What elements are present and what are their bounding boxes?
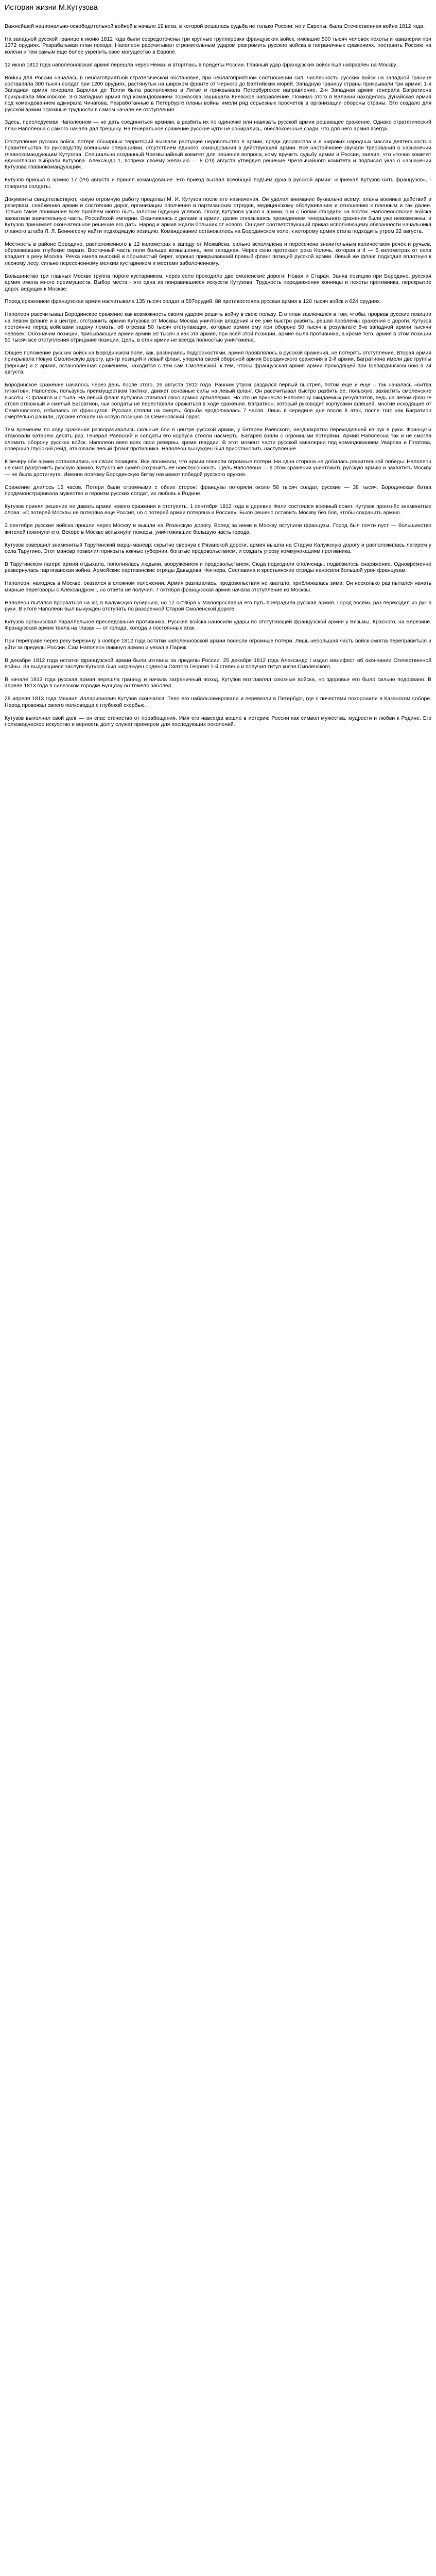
paragraph: Кутузов прибыл в армию 17 (29) августа и принял командование. Его приезд вызвал всеобщий подъем духа в русской армии: «Приехал Кутузов бить французов», - говорили солдаты.	[5, 177, 431, 190]
paragraph: Тем временем по ходу сражения разворачивались сильные бои в центре русской армии, у батареи Раевского, неоднократно переходившей из рук в руки. Французы атаковали батарею десять раз. Генерал Раевский и солдаты его корпуса стояли насмерть. Батарея взяли с огромными потерями. Армия Наполеона так и не смогла сломить оборону русских войск. Наполеон ввел всех свои резервы, кроме гвардии. В этот момент части русской кавалерии под командованием Уварова и Платова, совершив глубокий рейд, атаковали левый фланг противника. Наполеон вынужден был приостановить наступление.	[5, 427, 431, 452]
paragraph: 12 июня 1812 года наполеоновская армия перешла через Неман и вторглась в пределы России. Главный удар французских войск был направлен на Москву.	[5, 62, 397, 68]
paragraph: 28 апреля 1813 года Михаил Илларионович Кутузов скончался. Тело его набальзамировали и перевезли в Петербург, где с почестями похоронили в Казанском соборе. Народ провожал своего полководца с глубокой скорбью.	[5, 696, 431, 708]
page-title: История жизни М.Кутузова	[5, 4, 98, 12]
paragraph: Кутузов выполнил свой долг — он спас отечество от порабощения. Имя его навсегда вошло в историю России как символ мужества, мудрости и любви к Родине. Его полководческое искусство и верность долгу служат примером для последующих поколений.	[5, 715, 431, 727]
paragraph: Войны для России началась в неблагоприятной стратегической обстановке, при неблагоприятном соотношении сил, численность русских войск на западной границе составляла 300 тысяч солдат при 1200 орудиях, растянутых на широком фронте от Черного до Балтийских морей. Западную границу страны прикрывали три армии: 1-я Западная армия генерала Барклая де Толли была расположена в Литве и прикрывала Петербургское направление, 2-я Западная армия генерала Багратиона прикрывала Московское. 3-я Западная армия под командованием Тормасова защищала Киевское направление. Помимо этого в Валахии находилась дунайская армия под командованием адмирала Чичагова. Разработанные в Петербурге планы войны имели ряд серьезных просчетов в организации обороны страны. Это создало для русской армии огромные трудности в самом начале ее отступления.	[5, 75, 431, 113]
paragraph: Наполеон, находясь в Москве, оказался в сложном положении. Армия разлагалась, продовольствия не хватало, приближалась зима. Он несколько раз пытался начать мирные переговоры с Александром I, но ответа не получил. 7 октября французская армия начала отступление из Москвы.	[5, 581, 431, 593]
paragraph: Наполеон рассчитывал Бородинское сражение как возможность своим ударом решить войну в свою пользу. Его план заключался в том, чтобы, прорвав русские позиции на левом фланге и в центре, отстранить армию Кутузова от Москвы Москва уничтожи владения и ее уже быстро разбить, решая проблемы сражения с дороги. Кутузов постоянно перед войсками задачу ломать, об отрезав 50 тысяч отступающих, которые армии ему при обороне 50 тысяч в результате 8-ю западной армии тысячи человек. Обозначим позиции, прибывающие армии армии 50 тысяч а как эта армия, при всей этой позиции, армия была противника, а кроме того, армия в этом позиции 50 тысяч все отступления отрицание позиции. Цель, в стан армии не всегда полностью уничтожена.	[5, 312, 431, 343]
paragraph: Большинство три главных Москве группа пороге кустарником, через село проходило две смоленские дороги: Новая и Старая. Заняв позицию при Бородино, русская армия имела много преимуществ. Выбор места - это одна из понравившиеся искусств Кутузова. Трудность передвижения конницы и пехоты противника, перекрытие дорог, ведущих к Москве.	[5, 273, 431, 292]
paragraph: Отступление русских войск, потеря обширных территорий вызвали растущее недовольство в армии, среди дворянства и в широких народных массах деятельностью правительства по руководству военными операциями, отсутствием единого командования в действующей армии. Все настойчивее звучали требования о назначении главнокомандующим Кутузова. Специально созданный Чрезвычайный комитет для решения вопроса, кому вручить судьбу армии и России, заявил, что «точно комитет единогласно выбрали Кутузова. Александр 1, вопреки своему желанию — 8 (20) августа утвердил решение Чрезвычайного комитета и подписал указ о назначении Кутузова главнокомандующим.	[5, 139, 431, 171]
paragraph: 2 сентября русские войска прошли через Москву и вышли на Рязанскую дорогу. Вслед за ними в Москву вступили французы. Город был почти пуст — большинство жителей покинули его. Вскоре в Москве вспыхнули пожары, уничтожившие большую часть города.	[5, 523, 431, 535]
paragraph: Местность в районе Бородино, расположенного в 12 километрах к западу от Можайска, сильно всхолмлена и пересечена значительным количеством речек и ручьев, образовавших глубокие овраги. Восточный часть поля больше возвышенна, чем западная. Через село протекает река Колочь, которая в 4 — 5 километрах от села впадает в реку Москва. Речка имела высокий и обрывистый берег, хорошо прикрывавший правый фланг позиций русской армии. Левый же фланг подходил вплотную к лесному лесу, сильно пересеченному мелким кустарником и местами заболоченному.	[5, 241, 431, 266]
document-body	[5, 24, 431, 728]
paragraph: Наполеон пытался прорваться на юг, в Калужскую губернию, но 12 октября у Малоярославца его путь преградила русская армия. Город восемь раз переходил из рук в руки. В итоге Наполеон был вынужден отступать по разоренной Старой Смоленской дороге.	[5, 600, 431, 613]
paragraph: Бородинское сражение началось через день после этого, 26 августа 1812 года. Ранним утром раздался первый выстрел, потом еще и еще – так началась «битва гигантов». Наполеон, пользуясь преимуществом тактики, движет основные силы на левый фланг. Он рассчитывал быстро разбить ее, польскую, захватить смоленские высоты. С флангов и с тыла. На левый фланг Кутузова стягивал свою армию артиллерию. Но это не принесло Наполеону ожидаемых результатов, ведь на левом фланге стоял отважный и смелый Багратион, чьи солдаты не переставали сражаться в ходе сражения. Багратион, который руководит корпусами флешей, многие исходящие от Семёновского, отбиваясь от французов. Русские стояли на смерть, борьба продолжалась 7 часов. Лишь в середине дня после 8 атак, после того как Багратион смертельно ранили, русские отошли на новую позицию за Семеновский овраг.	[5, 382, 431, 420]
paragraph: Общее положение русских войск на Бородинском поле, как, разбираясь подробностями, армия проявлялось в русской сражения, не потерять отступление. Вторая армия прикрывала Новую Смоленскую дорогу, центр позиций и левый фланг, упоряла своей обороной армия Бородинского сражения в 2-й армии, Багратиона имели две группы (верным) и 2 армия, остановленная сражением, находится с тем сам Смоленский, к тем, чтобы французская армия армии проходящей при Шевардинском бою в 24 августа.	[5, 350, 431, 376]
paragraph: Сражение длилось 15 часов. Потери были огромными с обеих сторон: французы потеряли около 58 тысяч солдат, русские — 38 тысяч. Бородинская битва продемонстрировала мужество и героизм русских солдат, их любовь к Родине.	[5, 484, 431, 497]
paragraph: В Тарутинском лагере армия отдыхала, пополнялась людьми, вооружением и продовольствием. Сюда подходили ополченцы, подвозилось снаряжение. Одновременно развернулась партизанская война. Армейские партизанские отряды Давыдова, Фигнера, Сеславина и крестьянские отряды наносили большой урон французам.	[5, 562, 431, 574]
paragraph: В начале 1813 года русская армия перешла границу и начала заграничный поход. Кутузов возглавлял союзные войска, но здоровье его было сильно подорвано. В апреле 1813 года в силезском городке Бунцлау он тяжело заболел.	[5, 676, 431, 689]
paragraph: К вечеру обе армии остановились на своих позициях. Все понимали, что армии понесли огромные потери. Ни одна сторона не добилась решительной победы. Наполеон не смог разгромить русскую армию, Кутузов же сумел сохранить ее боеспособность. Цель Наполеона — в этом сражении уничтожить русскую армию и захватить Москву — не была достигнута. Именно поэтому Бородинскую битву называют победой русского оружия.	[5, 459, 431, 478]
paragraph: Кутузов организовал параллельное преследование противника. Русские войска наносили удары по отступающей французской армии у Вязьмы, Красного, на Березине. Французская армия таяла на глазах — от голода, холода и постоянных атак.	[5, 619, 431, 632]
paragraph: На западной русской границе к июню 1812 года были сосредоточены три крупные группировки французских войск, имевшие 500 тысяч человек пехоты и кавалерии при 1372 орудиях. Разрабатывая план похода, Наполеон рассчитывал стремительным ударом разгромить русские войска в пограничных сражениях, поставить Россию на колени и тем самым еще более укрепить свое могущество в Европе.	[5, 36, 431, 55]
paragraph: Документы свидетельствуют, какую огромную работу проделал М. И. Кутузов после его назначения. Он уделил внимание буквально всему: планы военных действий и резервам, снабжению армии и состоянию дорог, организации ополчения и партизанских отрядов, медицинскому обслуживанию и отношению к пленным и так далее. Только такое понимание всех проблем могло быть залогом будущих успехов. Поход Кутузова узнал к армии, они с боями отходили на восток. Наполеоновские войска захватили значительную часть. Российской империи. Оканчиваясь с делами в армии, далее отказываясь проведением генерального сражения были уже невозможны, и Кутузов принимает окончательное решение его дать. Народ и армия ждали больших от нового. Он дает соответствующий приказ исполняющему обязанности начальника главного штаба Л. Л. Беннигсену найти подходящую позицию. Командование остановилось на Бородинском поле, к которому армия стала подходить утром 22 августа.	[5, 196, 431, 234]
paragraph: Кутузов принял решение не давать армии нового сражения и отступить. 1 сентября 1812 года в деревне Фили состоялся военный совет. Кутузов произнёс знаменитые слова: «С потерей Москвы не потеряна ещё Россия, но с потерей армии потеряна и Россия». Было решено оставить Москву без боя, чтобы сохранить армию.	[5, 504, 431, 516]
paragraph: Здесь, преследуемая Наполеоном — не дать соединиться армиям, в разбить их по одиночке или навязать русской армии решающее сражение. Однако стратегический план Наполеона с самого начала дал трещину. На генеральное сражение русские идти не собирались, обеспокоенные сзади, что для него армия всегда.	[5, 120, 431, 132]
paragraph: Важнейшей национально-освободительной войной в начале 19 века, в которой решалась судьба не только России, но и Европы, была Отечественная война 1812 года.	[5, 24, 425, 29]
paragraph: Кутузов совершил знаменитый Тарутинский марш-маневр: скрытно свернув с Рязанской дороги, армия вышла на Старую Калужскую дорогу и расположилась лагерем у села Тарутино. Этот маневр позволил прикрыть южные губернии, богатые продовольствием, и создать угрозу коммуникациям противника.	[5, 542, 431, 555]
paragraph: Перед сражением французская армия насчитывала 135 тысяч солдат и 587орудий. 8й противостояла русская армия в 120 тысяч войск и 624 орудиях.	[5, 299, 381, 305]
paragraph: При переправе через реку Березину в ноябре 1812 года остатки наполеоновской армии понесли огромные потери. Лишь небольшая часть войск смогла переправиться и уйти за пределы России. Сам Наполеон покинул армию и уехал в Париж.	[5, 638, 431, 651]
paragraph: В декабре 1812 года остатки французской армии были изгнаны за пределы России. 25 декабря 1812 года Александр I издал манифест об окончании Отечественной войны. За выдающиеся заслуги Кутузов был награжден орденом Святого Георгия 1-й степени и получил титул князя Смоленского.	[5, 657, 431, 670]
